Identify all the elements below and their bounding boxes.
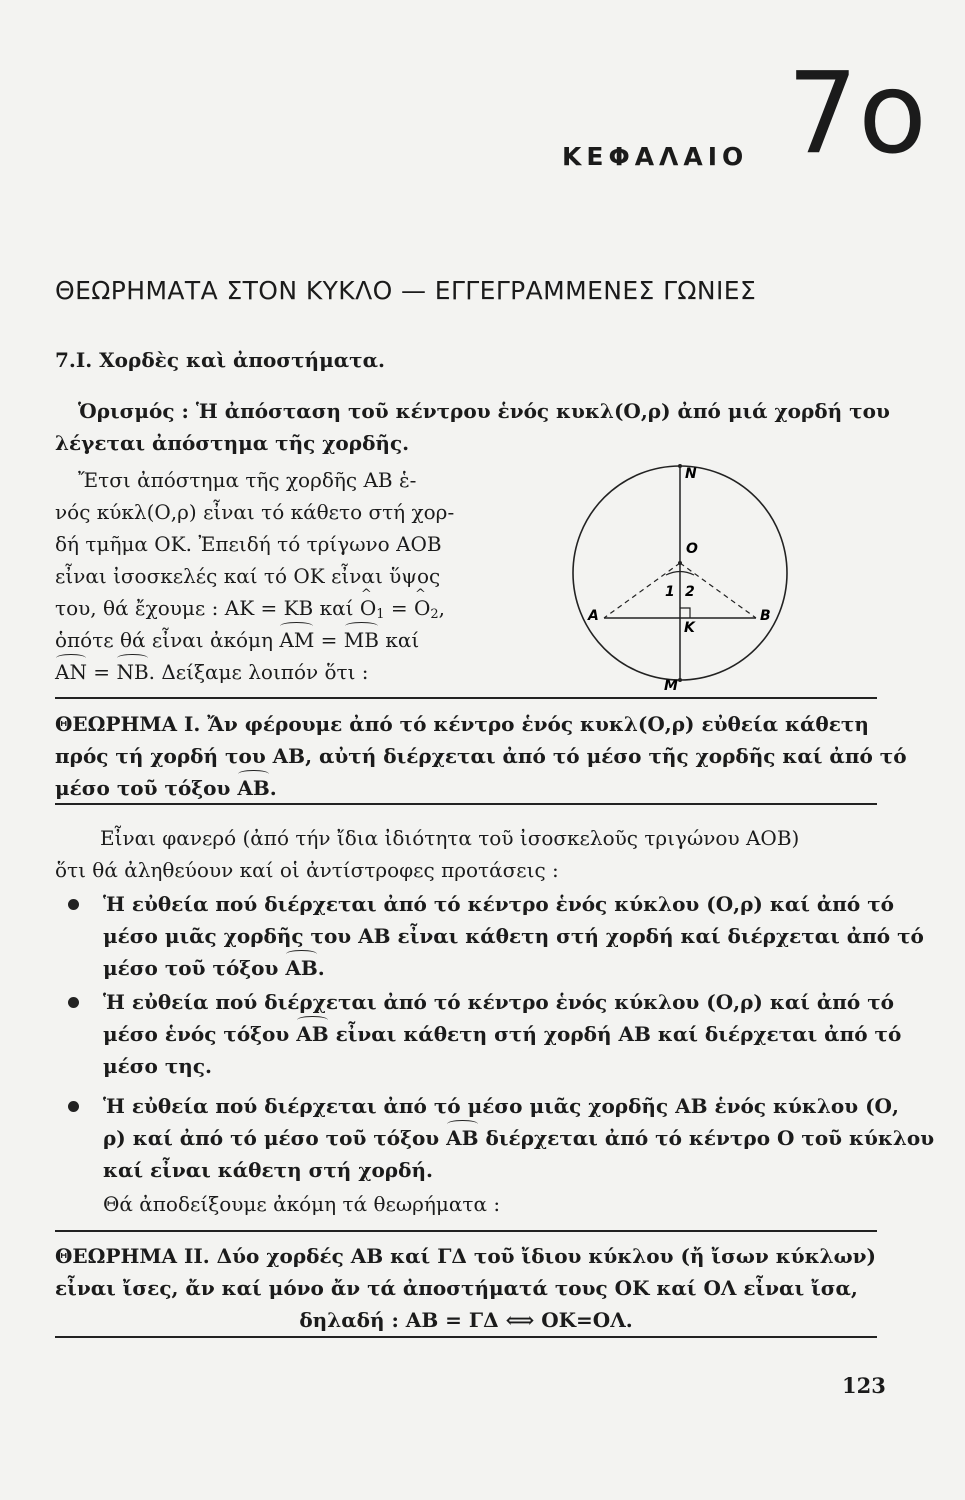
chapter-title: ΘΕΩΡΗΜΑΤΑ ΣΤΟΝ ΚΥΚΛΟ — ΕΓΓΕΓΡΑΜΜΕΝΕΣ ΓΩΝΙΕΣ: [55, 276, 757, 305]
label-2: 2: [685, 584, 695, 600]
definition-line-1: Ὁρισμός : Ἡ ἀπόσταση τοῦ κέντρου ἑνός κυκλ(Ο,ρ) ἀπό μιά χορδή του: [78, 399, 890, 423]
point-o: [678, 561, 682, 565]
label-n: N: [685, 466, 697, 482]
intro-line-7: [55, 656, 369, 688]
bullet-2-line-2: [103, 1018, 901, 1050]
chapter-number: 7ο: [787, 49, 927, 179]
label-o: O: [686, 541, 698, 557]
equals: =: [314, 628, 344, 652]
converse-line-2: ὅτι θά ἀληθεύουν καί οἱ ἀντίστροφες προτάσεις :: [55, 858, 559, 882]
angle-o1-sub: 1: [376, 607, 385, 622]
page-number: 123: [842, 1373, 886, 1398]
intro-text: του, θά ἔχουμε : ΑΚ = ΚΒ καί: [55, 596, 360, 620]
angle-o1-letter: Ο: [359, 596, 377, 620]
prove-next: Θά ἀποδείξουμε ἀκόμη τά θεωρήματα :: [103, 1192, 501, 1216]
bullet-1-line-1: Ἡ εὐθεία πού διέρχεται ἀπό τό κέντρο ἑνός κύκλου (Ο,ρ) καί ἀπό τό: [103, 892, 894, 916]
bullet-icon: [68, 997, 79, 1008]
equals: =: [384, 596, 414, 620]
bullet-2-line-3: μέσο της.: [103, 1054, 212, 1078]
bullet-3-line-3: καί εἶναι κάθετη στή χορδή.: [103, 1158, 433, 1182]
point-n: [678, 464, 682, 468]
rule-bottom-theorem1: [55, 803, 877, 805]
period: .: [269, 776, 277, 800]
intro-line-6: [55, 624, 419, 656]
intro-line-2: νός κύκλ(Ο,ρ) εἶναι τό κάθετο στή χορ-: [55, 500, 455, 524]
label-m: M: [664, 678, 678, 694]
arc-an: ΑΝ: [55, 656, 87, 688]
converse-line-1: Εἶναι φανερό (ἀπό τήν ἴδια ἰδιότητα τοῦ ἰσοσκελοῦς τριγώνου ΑΟΒ): [100, 826, 800, 850]
arc-mb: ΜΒ: [344, 624, 379, 656]
bullet-text: εἶναι κάθετη στή χορδή ΑΒ καί διέρχεται ἀπό τό: [328, 1022, 902, 1046]
label-a: A: [588, 608, 599, 624]
angle-o2-sub: 2: [430, 607, 439, 622]
arc-ab: ΑΒ: [296, 1018, 328, 1050]
arc-nb: ΝΒ: [116, 656, 148, 688]
intro-text: . Δείξαμε λοιπόν ὅτι :: [148, 660, 369, 684]
definition-line-2: λέγεται ἀπόστημα τῆς χορδῆς.: [55, 431, 410, 455]
circle-figure: [570, 448, 795, 698]
right-angle-mark: [680, 608, 690, 618]
theorem1-line-2: πρός τή χορδή του ΑΒ, αὐτή διέρχεται ἀπό τό μέσο τῆς χορδῆς καί ἀπό τό: [55, 744, 907, 768]
bullet-1-line-3: [103, 952, 325, 984]
theorem1-line-3: [55, 772, 277, 804]
bullet-icon: [68, 899, 79, 910]
rule-top-theorem2: [55, 1230, 877, 1232]
theorem1-text: μέσο τοῦ τόξου: [55, 776, 238, 800]
theorem2-line-1: ΘΕΩΡΗΜΑ ΙΙ. Δύο χορδές ΑΒ καί ΓΔ τοῦ ἴδιου κύκλου (ἤ ἴσων κύκλων): [55, 1244, 876, 1268]
label-b: B: [760, 608, 771, 624]
bullet-text: διέρχεται ἀπό τό κέντρο Ο τοῦ κύκλου: [478, 1126, 935, 1150]
theorem2-line-3: δηλαδή : ΑΒ = ΓΔ ⟺ ΟΚ=ΟΛ.: [299, 1308, 633, 1332]
theorem1-line-1: ΘΕΩΡΗΜΑ Ι. Ἄν φέρουμε ἀπό τό κέντρο ἑνός κυκλ(Ο,ρ) εὐθεία κάθετη: [55, 712, 869, 736]
angle-o2-letter: Ο: [413, 596, 431, 620]
point-m: [678, 678, 682, 682]
section-title: 7.Ι. Χορδὲς καὶ ἀποστήματα.: [55, 348, 385, 372]
chapter-word: ΚΕΦΑΛΑΙΟ: [562, 142, 749, 171]
label-1: 1: [665, 584, 675, 600]
intro-line-1: Ἔτσι ἀπόστημα τῆς χορδῆς ΑΒ ἑ-: [78, 468, 417, 492]
theorem2-line-2: εἶναι ἴσες, ἄν καί μόνο ἄν τά ἀποστήματά τους ΟΚ καί ΟΛ εἶναι ἴσα,: [55, 1276, 858, 1300]
rule-bottom-theorem2: [55, 1336, 877, 1338]
intro-text: ὁπότε θά εἶναι ἀκόμη: [55, 628, 280, 652]
bullet-1-line-2: μέσο μιᾶς χορδῆς του ΑΒ εἶναι κάθετη στή χορδή καί διέρχεται ἀπό τό: [103, 924, 924, 948]
bullet-3-line-1: Ἡ εὐθεία πού διέρχεται ἀπό τό μέσο μιᾶς χορδῆς ΑΒ ἑνός κύκλου (Ο,: [103, 1094, 899, 1118]
intro-line-3: δή τμῆμα ΟΚ. Ἐπειδή τό τρίγωνο ΑΟΒ: [55, 532, 442, 556]
bullet-text: μέσο τοῦ τόξου: [103, 956, 286, 980]
period: .: [317, 956, 325, 980]
bullet-text: μέσο ἑνός τόξου: [103, 1022, 297, 1046]
arc-ab: ΑΒ: [237, 772, 269, 804]
intro-line-4: εἶναι ἰσοσκελές καί τό ΟΚ εἶναι ὕψος: [55, 564, 441, 588]
bullet-text: ρ) καί ἀπό τό μέσο τοῦ τόξου: [103, 1126, 447, 1150]
arc-ab: ΑΒ: [446, 1122, 478, 1154]
arc-ab: ΑΒ: [285, 952, 317, 984]
equals: =: [86, 660, 117, 684]
rule-top-theorem1: [55, 697, 877, 699]
label-k: K: [684, 620, 695, 636]
comma: ,: [438, 596, 446, 620]
bullet-icon: [68, 1101, 79, 1112]
bullet-3-line-2: [103, 1122, 934, 1154]
arc-am: ΑΜ: [279, 624, 314, 656]
bullet-2-line-1: Ἡ εὐθεία πού διέρχεται ἀπό τό κέντρο ἑνός κύκλου (Ο,ρ) καί ἀπό τό: [103, 990, 894, 1014]
intro-text: καί: [378, 628, 420, 652]
